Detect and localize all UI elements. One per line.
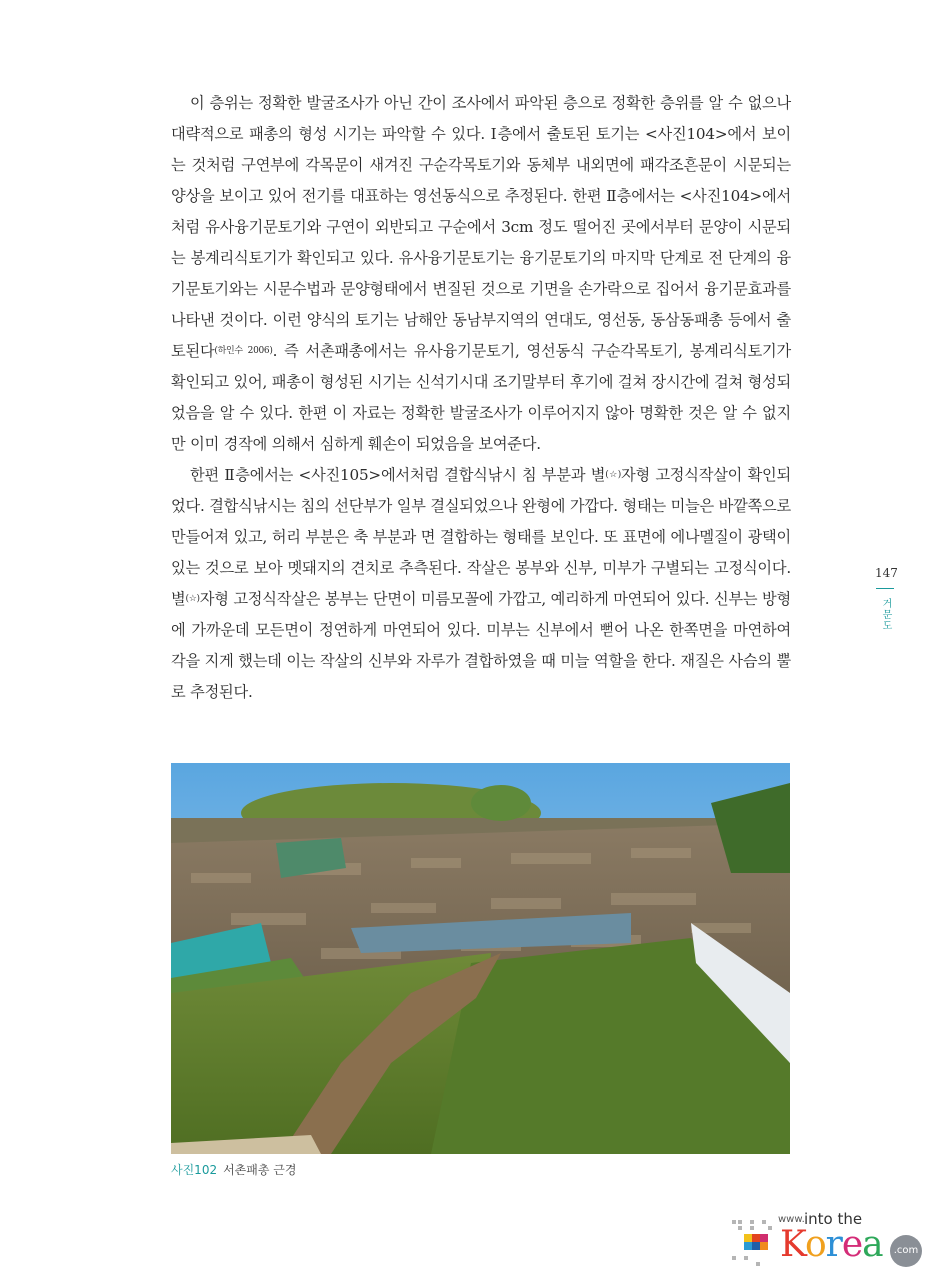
- section-title: 거문도: [880, 598, 891, 631]
- logo-www: www.: [778, 1214, 805, 1225]
- star-annotation-2: (☆): [185, 594, 200, 604]
- paragraph-2-text-c: 자형 고정식작살은 봉부는 단면이 미름모꼴에 가깝고, 예리하게 마연되어 있다. 신부는 방형에 가까운데 모든면이 정연하게 마연되어 있다. 미부는 신부에서 뻗어 나온 한쪽면을 마연하여 각을 지게 했는데 이는 작살의 신부와 자루가 결합하였을 때 미늘 역할을 한다. 재질은 사슴의 뿔로 추정된다.: [171, 590, 791, 701]
- page-divider: [876, 588, 894, 589]
- paragraph-1-text-b: . 즉 서촌패총에서는 유사융기문토기, 영선동식 구순각목토기, 봉계리식토기가 확인되고 있어, 패총이 형성된 시기는 신석기시대 조기말부터 후기에 걸쳐 장시간에 걸쳐 형성되었음을 알 수 있다. 한편 이 자료는 정확한 발굴조사가 이루어지지 않아 명확한 것은 알 수 없지만 이미 경작에 의해서 심하게 훼손이 되었음을 보여준다.: [171, 342, 791, 453]
- paragraph-2-text-b: 자형 고정식작살이 확인되었다. 결합식낚시는 침의 선단부가 일부 결실되었으나 완형에 가깝다. 형태는 미늘은 바깥쪽으로 만들어져 있고, 허리 부분은 축 부분과 면 결합하는 형태를 보인다. 또 표면에 에나멜질이 광택이 있는 것으로 보아 멧돼지의 견치로 추측된다. 작살은 봉부와 신부, 미부가 구별되는 고정식이다. 별: [171, 466, 791, 608]
- caption-text: 서촌패총 근경: [223, 1163, 297, 1177]
- page-number: 147: [875, 566, 898, 580]
- body-text: [171, 88, 791, 708]
- citation: (하인수 2006): [214, 346, 273, 356]
- logo-com: .com: [890, 1235, 922, 1267]
- caption-number: 사진102: [171, 1163, 218, 1177]
- paragraph-2-text-a: 한편 Ⅱ층에서는 <사진105>에서처럼 결합식낚시 침 부분과 별: [190, 466, 606, 484]
- photo-caption: [171, 1161, 296, 1178]
- into-the-korea-logo: [730, 1212, 925, 1270]
- star-annotation-1: (☆): [605, 470, 621, 480]
- logo-mosaic-icon: [730, 1212, 778, 1268]
- paragraph-2: [171, 460, 791, 708]
- logo-into-the: into the: [804, 1210, 863, 1228]
- shell-midden-photo: [171, 763, 790, 1154]
- logo-korea: Korea: [780, 1224, 883, 1265]
- paragraph-1-text-a: 이 층위는 정확한 발굴조사가 아닌 간이 조사에서 파악된 층으로 정확한 층위를 알 수 없으나 대략적으로 패총의 형성 시기는 파악할 수 있다. Ⅰ층에서 출토된 토기는 <사진104>에서 보이는 것처럼 구연부에 각목문이 새겨진 구순각목토기와 동체부 내외면에 패각조흔문이 시문되는 양상을 보이고 있어 전기를 대표하는 영선동식으로 추정된다. 한편 Ⅱ층에서는 <사진104>에서처럼 유사융기문토기와 구연이 외반되고 구순에서 3cm 정도 떨어진 곳에서부터 문양이 시문되는 봉계리식토기가 확인되고 있다. 유사융기문토기는 융기문토기의 마지막 단계로 전 단계의 융기문토기와는 시문수법과 문양형태에서 변질된 것으로 기면을 손가락으로 집어서 융기문효과를 나타낸 것이다. 이런 양식의 토기는 남해안 동남부지역의 연대도, 영선동, 동삼동패총 등에서 출토된다: [171, 94, 791, 360]
- paragraph-1: [171, 88, 791, 460]
